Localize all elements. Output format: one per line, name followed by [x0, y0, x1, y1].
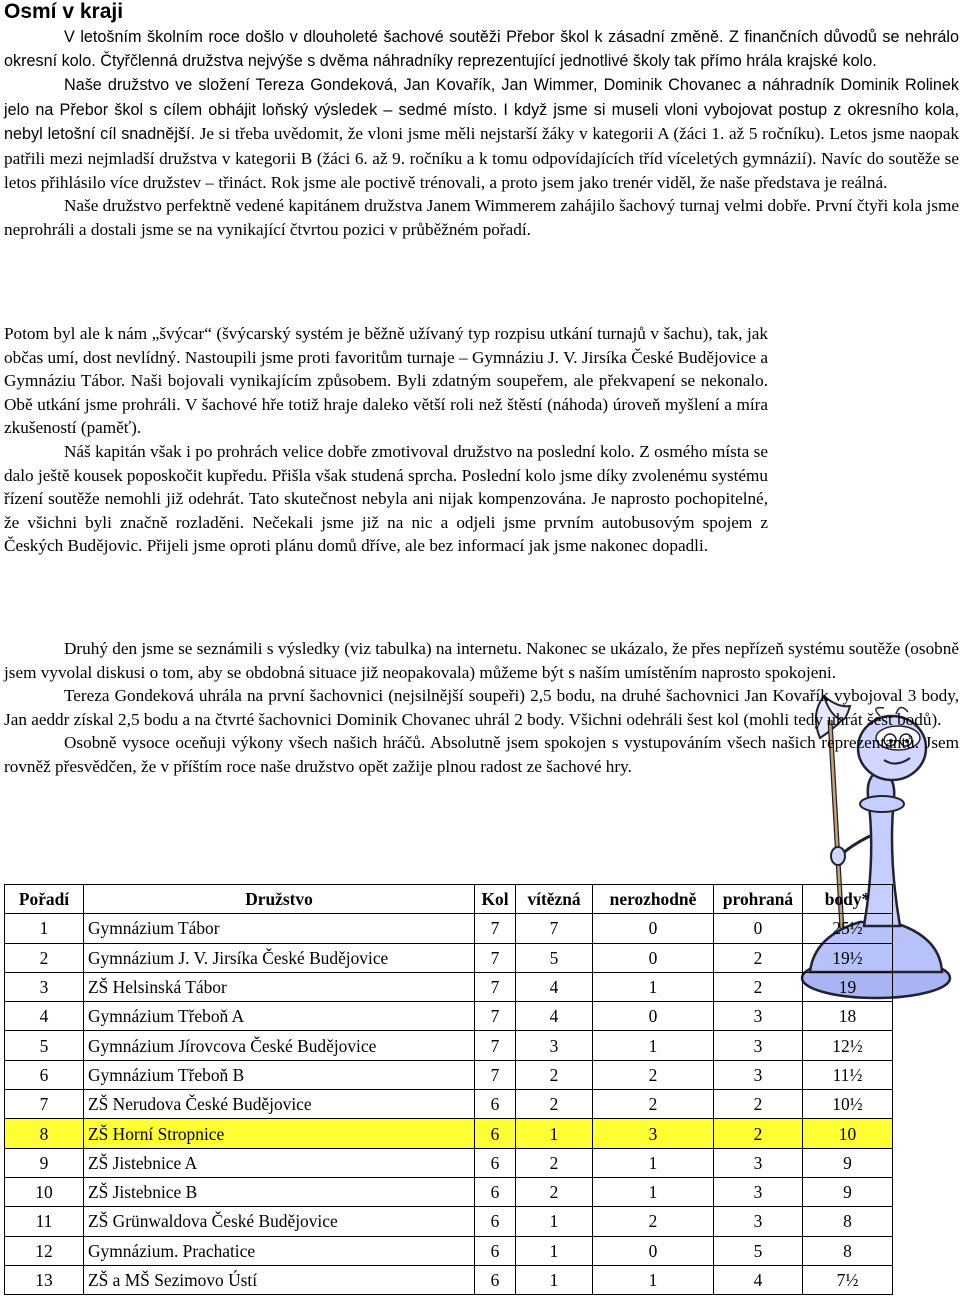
paragraph-5: Náš kapitán však i po prohrách velice dobře zmotivoval družstvo na poslední kolo. Z osmého místa se dalo ještě kousek poposkočit kupředu. Přišla však studená sprcha. Poslední kolo jsme díky zvolenému systému řízení soutěže nemohli již odehrát. Tato skutečnost nebyla ani nijak kompenzována. Je naprosto pochopitelné, že všichni byli značně rozladěni. Nečekali jsme již na nic a odjeli jsme prvním autobusovým spojem z Českých Budějovic. Přijeli jsme oproti plánu domů dříve, ale bez informací jak jsme nakonec dopadli.: [4, 441, 768, 556]
paragraph-7: Tereza Gondeková uhrála na první šachovnici (nejsilnější soupeři) 2,5 bodu, na druhé šachovnici Jan Kovařík vybojoval 3 body, Jan aeddr získal 2,5 bodu a na čtvrté šachovnici Dominik Chovanec uhrál 2 body. Všichni odehráli šest kol (mohli tedy uhrát šest bodů).: [4, 686, 959, 729]
cell-draws: 1: [593, 1177, 714, 1206]
table-row: [5, 1090, 893, 1119]
cell-rounds: 6: [475, 1119, 516, 1148]
cell-losses: 2: [714, 972, 803, 1001]
cell-team: ZŠ Grünwaldova České Budějovice: [84, 1207, 475, 1236]
cell-losses: 3: [714, 1207, 803, 1236]
cell-points: 8: [803, 1207, 893, 1236]
cell-points: 7½: [803, 1265, 893, 1294]
table-header-row: [5, 885, 893, 914]
paragraph-6: Druhý den jsme se seznámili s výsledky (viz tabulka) na internetu. Nakonec se ukázalo, že přes nepřízeň systému soutěže (osobně jsem vyvolal diskusi o tom, aby se obdobná situace již neopakovala) můžeme být s naším umístěním naprosto spokojeni.: [4, 639, 959, 682]
paragraph-2-part-a: Naše družstvo ve složení Tereza Gondeková, Jan Kovařík, Jan Wimmer, Dominik Chovanec a náhradník Dominik Rolinek jelo na Přebor škol s cílem obhájit loňský výsledek – sedmé místo.: [4, 76, 959, 119]
cell-losses: 3: [714, 1060, 803, 1089]
cell-rank: 6: [5, 1060, 84, 1089]
paragraph-2-part-c: Je si třeba uvědomit, že vloni jsme měli nejstarší žáky v kategorii A (žáci 1. až 5 ročníku). Letos jsme naopak patřili mezi nejmladší družstva v kategorii B (žáci 6. až 9. ročníku a k tomu odpovídajících tříd víceletých gymnázií). Navíc do soutěže se letos přihlásilo více družstev – třináct. Rok jsme ale poctivě trénovali, a proto jsem jako trenér viděl, že naše představa je reálná.: [4, 124, 959, 192]
table-row: [5, 1002, 893, 1031]
table-body: [5, 914, 893, 1295]
cell-losses: 4: [714, 1265, 803, 1294]
cell-team: ZŠ Horní Stropnice: [84, 1119, 475, 1148]
cell-wins: 2: [516, 1177, 593, 1206]
table-row: [5, 1236, 893, 1265]
cell-losses: 0: [714, 914, 803, 943]
cell-draws: 0: [593, 914, 714, 943]
cell-rank: 5: [5, 1031, 84, 1060]
cell-rounds: 6: [475, 1207, 516, 1236]
col-rounds: Kol: [475, 885, 516, 914]
col-points: body*: [803, 885, 893, 914]
cell-team: Gymnázium. Prachatice: [84, 1236, 475, 1265]
cell-losses: 2: [714, 1090, 803, 1119]
cell-rank: 4: [5, 1002, 84, 1031]
cell-draws: 1: [593, 972, 714, 1001]
cell-losses: 3: [714, 1148, 803, 1177]
col-team: Družstvo: [84, 885, 475, 914]
cell-wins: 2: [516, 1060, 593, 1089]
col-draws: nerozhodně: [593, 885, 714, 914]
table-row: [5, 972, 893, 1001]
cell-team: ZŠ Nerudova České Budějovice: [84, 1090, 475, 1119]
cell-points: 8: [803, 1236, 893, 1265]
results-table: [4, 884, 893, 1295]
cell-points: 18: [803, 1002, 893, 1031]
cell-losses: 3: [714, 1031, 803, 1060]
paragraph-3: Naše družstvo perfektně vedené kapitánem družstva Janem Wimmerem zahájilo šachový turnaj velmi dobře. První čtyři kola jsme neprohráli a dostali jsme se na vynikající čtvrtou pozici v průběžném pořadí.: [4, 196, 959, 239]
table-row: [5, 1207, 893, 1236]
cell-team: Gymnázium J. V. Jirsíka České Budějovice: [84, 943, 475, 972]
cell-rank: 3: [5, 972, 84, 1001]
table-row: [5, 943, 893, 972]
cell-points: 19½: [803, 943, 893, 972]
cell-losses: 3: [714, 1002, 803, 1031]
cell-losses: 2: [714, 1119, 803, 1148]
cell-team: ZŠ Jistebnice A: [84, 1148, 475, 1177]
cell-wins: 7: [516, 914, 593, 943]
cell-rounds: 7: [475, 972, 516, 1001]
cell-draws: 2: [593, 1060, 714, 1089]
cell-team: ZŠ Helsinská Tábor: [84, 972, 475, 1001]
cell-rank: 10: [5, 1177, 84, 1206]
cell-team: Gymnázium Třeboň B: [84, 1060, 475, 1089]
cell-wins: 5: [516, 943, 593, 972]
table-row: [5, 914, 893, 943]
cell-points: 9: [803, 1148, 893, 1177]
cell-team: ZŠ a MŠ Sezimovo Ústí: [84, 1265, 475, 1294]
col-wins: vítězná: [516, 885, 593, 914]
cell-draws: 1: [593, 1265, 714, 1294]
article-title: Osmí v kraji: [4, 0, 124, 23]
cell-rank: 13: [5, 1265, 84, 1294]
cell-draws: 0: [593, 1002, 714, 1031]
cell-wins: 1: [516, 1207, 593, 1236]
cell-rank: 12: [5, 1236, 84, 1265]
paragraph-2: [4, 73, 959, 194]
cell-rounds: 6: [475, 1090, 516, 1119]
cell-wins: 3: [516, 1031, 593, 1060]
cell-rounds: 6: [475, 1177, 516, 1206]
cell-rank: 9: [5, 1148, 84, 1177]
closing-text: [4, 637, 959, 779]
cell-points: 10½: [803, 1090, 893, 1119]
cell-rounds: 6: [475, 1265, 516, 1294]
paragraph-4: Potom byl ale k nám „švýcar“ (švýcarský systém je běžně užívaný typ rozpisu utkání turnajů v šachu), tak, jak občas umí, dost nevlídný. Nastoupili jsme proti favoritům turnaje – Gymnáziu J. V. Jirsíka České Budějovice a Gymnáziu Tábor. Naši bojovali vynikajícím způsobem. Byli zdatným soupeřem, ale překvapení se nekonalo. Obě utkání jsme prohráli. V šachové hře totiž hraje daleko větší roli než štěstí (náhoda) úroveň myšlení a míra zkušeností (paměť).: [4, 324, 768, 438]
cell-points: 9: [803, 1177, 893, 1206]
cell-wins: 1: [516, 1265, 593, 1294]
col-rank: Pořadí: [5, 885, 84, 914]
cell-wins: 4: [516, 972, 593, 1001]
cell-rounds: 7: [475, 1002, 516, 1031]
cell-wins: 1: [516, 1236, 593, 1265]
cell-wins: 2: [516, 1148, 593, 1177]
wrapped-text: [4, 322, 768, 558]
table-row: [5, 1148, 893, 1177]
table-row: [5, 1119, 893, 1148]
cell-points: 11½: [803, 1060, 893, 1089]
intro-text: [4, 26, 959, 241]
cell-rounds: 6: [475, 1236, 516, 1265]
cell-draws: 2: [593, 1090, 714, 1119]
cell-rounds: 7: [475, 943, 516, 972]
cell-wins: 4: [516, 1002, 593, 1031]
cell-losses: 5: [714, 1236, 803, 1265]
table-row: [5, 1177, 893, 1206]
cell-points: 19: [803, 972, 893, 1001]
cell-rounds: 7: [475, 1031, 516, 1060]
cell-rounds: 7: [475, 1060, 516, 1089]
cell-rank: 7: [5, 1090, 84, 1119]
cell-team: Gymnázium Třeboň A: [84, 1002, 475, 1031]
cell-draws: 3: [593, 1119, 714, 1148]
cell-draws: 0: [593, 1236, 714, 1265]
paragraph-8: Osobně vysoce oceňuji výkony všech našich hráčů. Absolutně jsem spokojen s vystupováním všech našich reprezentantů. Jsem rovněž přesvědčen, že v příštím roce naše družstvo opět zažije plnou radost ze šachové hry.: [4, 733, 959, 776]
cell-rounds: 7: [475, 914, 516, 943]
paragraph-2-part-b: I když jsme si museli vloni vybojovat postup z okresního kola, nebyl letošní cíl snadnější.: [4, 100, 960, 144]
cell-losses: 3: [714, 1177, 803, 1206]
cell-wins: 2: [516, 1090, 593, 1119]
cell-points: 10: [803, 1119, 893, 1148]
cell-points: 25½: [803, 914, 893, 943]
cell-rank: 11: [5, 1207, 84, 1236]
cell-rank: 8: [5, 1119, 84, 1148]
cell-team: Gymnázium Tábor: [84, 914, 475, 943]
cell-draws: 1: [593, 1148, 714, 1177]
cell-draws: 0: [593, 943, 714, 972]
cell-draws: 1: [593, 1031, 714, 1060]
col-losses: prohraná: [714, 885, 803, 914]
cell-team: Gymnázium Jírovcova České Budějovice: [84, 1031, 475, 1060]
cell-rounds: 6: [475, 1148, 516, 1177]
cell-rank: 1: [5, 914, 84, 943]
cell-losses: 2: [714, 943, 803, 972]
cell-team: ZŠ Jistebnice B: [84, 1177, 475, 1206]
cell-points: 12½: [803, 1031, 893, 1060]
paragraph-1: V letošním školním roce došlo v dlouholeté šachové soutěži Přebor škol k zásadní změně. Z finančních důvodů se nehrálo okresní kolo. Čtyřčlenná družstva nejvýše s dvěma náhradníky reprezentující jednotlivé školy tak přímo hrála krajské kolo.: [4, 28, 959, 70]
cell-wins: 1: [516, 1119, 593, 1148]
table-row: [5, 1060, 893, 1089]
cell-draws: 2: [593, 1207, 714, 1236]
table-row: [5, 1031, 893, 1060]
table-row: [5, 1265, 893, 1294]
cell-rank: 2: [5, 943, 84, 972]
